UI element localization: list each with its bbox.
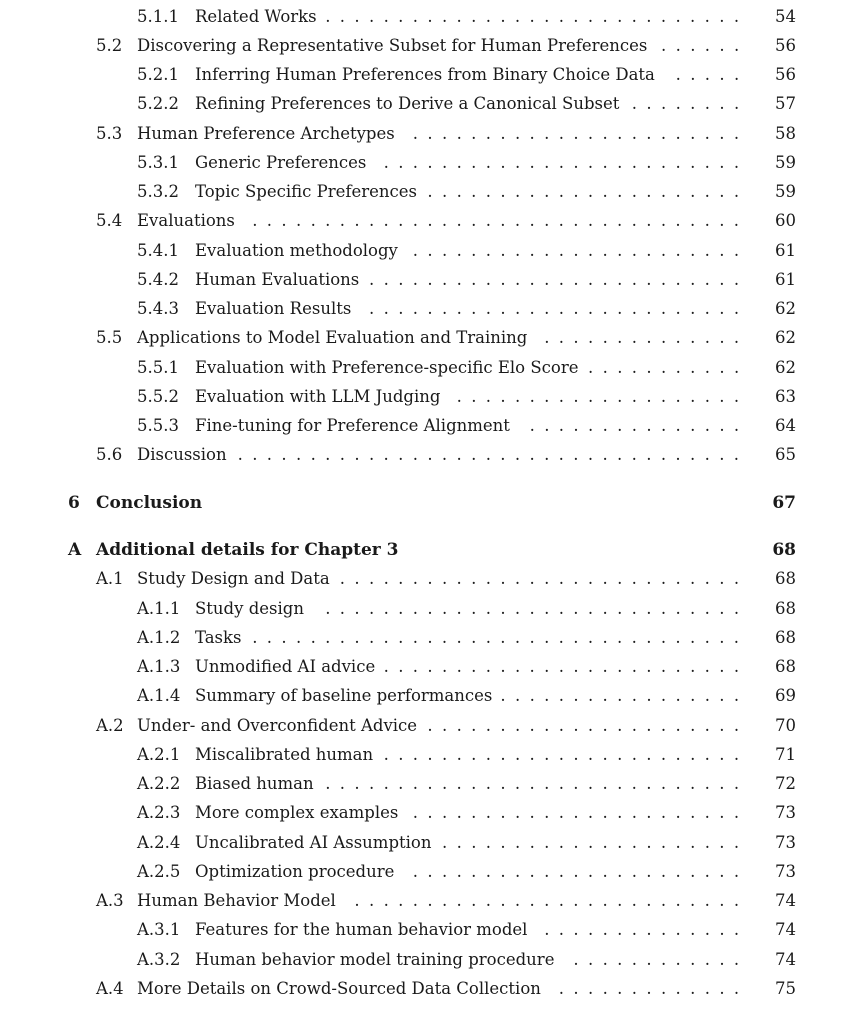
- toc-entry[interactable]: [0, 297, 796, 321]
- toc-entry-title: Discussion: [137, 445, 227, 464]
- toc-entry-page: 74: [775, 891, 796, 910]
- toc-entry-page: 63: [775, 387, 796, 406]
- toc-entry-number: 6: [68, 493, 80, 513]
- toc-entry[interactable]: [0, 977, 796, 1001]
- toc-entry[interactable]: [0, 63, 796, 87]
- toc-entry-number: 5.3.2: [137, 182, 179, 201]
- toc-entry[interactable]: [0, 326, 796, 350]
- toc-entry-title: Features for the human behavior model: [195, 920, 528, 939]
- toc-entry-number: 5.4.3: [137, 299, 179, 318]
- toc-entry-title: Study design: [195, 599, 304, 618]
- toc-entry-page: 62: [775, 358, 796, 377]
- toc-entry-page: 61: [775, 241, 796, 260]
- dot-leader: . . . . . . . . . . .: [588, 358, 740, 377]
- toc-entry[interactable]: [0, 684, 796, 708]
- toc-entry-title: Optimization procedure: [195, 862, 395, 881]
- toc-entry-number: 5.2.2: [137, 94, 179, 113]
- toc-entry[interactable]: [0, 209, 796, 233]
- toc-entry-title: Under- and Overconfident Advice: [137, 716, 418, 735]
- toc-entry-number: 5.5.1: [137, 358, 179, 377]
- dot-leader: . . . . . . . . . . . . .: [558, 979, 740, 998]
- toc-entry-number: 5.4.1: [137, 241, 179, 260]
- toc-entry-title: Conclusion: [96, 493, 203, 513]
- dot-leader: . . . . . . . . . . . . . . . . . . . . . . . . . . . . . . . . . . .: [237, 445, 740, 464]
- toc-entry[interactable]: [0, 831, 796, 855]
- dot-leader: . . . . . . . . . . . . . . . . . . . . . . . . . . . . .: [325, 7, 740, 26]
- toc-entry-page: 74: [775, 920, 796, 939]
- toc-entry-page: 54: [775, 7, 796, 26]
- dot-leader: . . . . . . . . . . . . . . . . . . . . .: [442, 833, 740, 852]
- toc-entry-number: A.1: [96, 569, 124, 588]
- toc-entry-number: A.1.4: [137, 686, 181, 705]
- dot-leader: . . . . . . . .: [631, 94, 740, 113]
- toc-entry[interactable]: [0, 151, 796, 175]
- toc-entry-page: 62: [775, 299, 796, 318]
- toc-entry-title: Refining Preferences to Derive a Canonical Subset: [195, 94, 620, 113]
- toc-entry-title: Unmodified AI advice: [195, 657, 376, 676]
- toc-entry[interactable]: [0, 655, 796, 679]
- toc-entry-number: A.4: [96, 979, 124, 998]
- toc-entry[interactable]: [0, 597, 796, 621]
- dot-leader: . . . . . . . . . . . . . .: [544, 920, 740, 939]
- dot-leader: . . . . . . . . . . . . . . . . . . . . . . . . .: [383, 657, 740, 676]
- toc-entry-number: 5.2.1: [137, 65, 179, 84]
- toc-entry-page: 74: [775, 950, 796, 969]
- toc-entry-title: Generic Preferences: [195, 153, 367, 172]
- toc-entry-number: A.3: [96, 891, 124, 910]
- toc-entry-page: 56: [775, 65, 796, 84]
- toc-entry-title: More Details on Crowd-Sourced Data Collection: [137, 979, 541, 998]
- toc-entry-number: A.3.2: [137, 950, 181, 969]
- toc-entry[interactable]: [0, 491, 796, 515]
- toc-entry[interactable]: [0, 239, 796, 263]
- toc-entry-title: Topic Specific Preferences: [195, 182, 418, 201]
- toc-entry-title: Uncalibrated AI Assumption: [195, 833, 432, 852]
- toc-entry[interactable]: [0, 948, 796, 972]
- toc-entry-page: 65: [775, 445, 796, 464]
- toc-entry-page: 73: [775, 803, 796, 822]
- toc-entry[interactable]: [0, 772, 796, 796]
- toc-entry-number: 5.3.1: [137, 153, 179, 172]
- toc-entry[interactable]: [0, 801, 796, 825]
- toc-entry-number: 5.3: [96, 124, 123, 143]
- toc-entry-page: 73: [775, 862, 796, 881]
- toc-entry-page: 60: [775, 211, 796, 230]
- toc-entry-number: A.3.1: [137, 920, 181, 939]
- toc-entry[interactable]: [0, 743, 796, 767]
- toc-entry-number: A.2: [96, 716, 124, 735]
- toc-entry-page: 62: [775, 328, 796, 347]
- toc-entry-title: Applications to Model Evaluation and Training: [137, 328, 528, 347]
- toc-entry[interactable]: [0, 5, 796, 29]
- toc-entry-title: Evaluation with LLM Judging: [195, 387, 441, 406]
- toc-entry[interactable]: [0, 567, 796, 591]
- toc-entry-page: 57: [775, 94, 796, 113]
- toc-entry-title: Human behavior model training procedure: [195, 950, 555, 969]
- toc-entry[interactable]: [0, 92, 796, 116]
- toc-entry-title: Tasks: [195, 628, 242, 647]
- dot-leader: . . . . . .: [661, 36, 740, 55]
- toc-entry[interactable]: [0, 268, 796, 292]
- dot-leader: . . . . . . . . . . . . . . . . . . . . . . . . . . .: [354, 891, 740, 910]
- toc-entry-number: 5.5.2: [137, 387, 179, 406]
- dot-leader: . . . . . . . . . . . . . . . . . . . . . . . . .: [383, 153, 740, 172]
- toc-entry-number: 5.2: [96, 36, 123, 55]
- toc-entry[interactable]: [0, 918, 796, 942]
- toc-entry-page: 67: [772, 493, 796, 513]
- toc-entry-number: A.2.5: [137, 862, 181, 881]
- toc-entry-page: 72: [775, 774, 796, 793]
- toc-entry-page: 73: [775, 833, 796, 852]
- toc-entry[interactable]: [0, 122, 796, 146]
- toc-entry-page: 59: [775, 182, 796, 201]
- toc-entry-page: 68: [772, 540, 796, 560]
- toc-entry-number: 5.1.1: [137, 7, 179, 26]
- dot-leader: . . . . . . . . . . . . . . . . . . . . . . . . . . . . .: [325, 774, 740, 793]
- toc-entry-page: 59: [775, 153, 796, 172]
- toc-entry[interactable]: [0, 180, 796, 204]
- dot-leader: . . . . . . . . . . . . . . . . . . . . . .: [427, 182, 740, 201]
- dot-leader: . . . . . . . . . . . . . . . . . . . . . . .: [412, 862, 740, 881]
- toc-entry-title: Discovering a Representative Subset for Human Preferences: [137, 36, 648, 55]
- toc-entry[interactable]: [0, 860, 796, 884]
- toc-entry-number: A.2.2: [137, 774, 181, 793]
- toc-entry-title: Human Behavior Model: [137, 891, 336, 910]
- toc-entry-title: Study Design and Data: [137, 569, 330, 588]
- toc-entry-title: Inferring Human Preferences from Binary Choice Data: [195, 65, 655, 84]
- toc-entry-number: A.1.2: [137, 628, 181, 647]
- toc-entry-number: A: [68, 540, 82, 560]
- toc-entry[interactable]: [0, 414, 796, 438]
- dot-leader: . . . . . . . . . . . . . . . . . . . . . . . . . . . . . . . . . .: [252, 211, 740, 230]
- toc-entry-title: Miscalibrated human: [195, 745, 374, 764]
- dot-leader: . . . . . . . . . . . . . . . . . . . . . . . . . .: [369, 299, 740, 318]
- toc-entry[interactable]: [0, 714, 796, 738]
- toc-entry-number: 5.5.3: [137, 416, 179, 435]
- toc-entry-title: Biased human: [195, 774, 314, 793]
- dot-leader: . . . . . . . . . . . . . . . . . . . . . . .: [412, 241, 740, 260]
- dot-leader: . . . . . . . . . . . . . . . . . . . . . . . . . .: [369, 270, 740, 289]
- toc-entry-number: A.1.1: [137, 599, 181, 618]
- toc-entry-page: 69: [775, 686, 796, 705]
- dot-leader: . . . . . . . . . . . . . .: [544, 328, 740, 347]
- toc-entry-title: More complex examples: [195, 803, 399, 822]
- dot-leader: . . . . . . . . . . . . . . . . . . . . . . . . . . . . .: [325, 599, 740, 618]
- dot-leader: . . . . . . . . . . . . . . . . .: [500, 686, 740, 705]
- toc-entry-page: 75: [775, 979, 796, 998]
- toc-entry-number: A.2.3: [137, 803, 181, 822]
- dot-leader: . . . . .: [675, 65, 740, 84]
- toc-entry-title: Evaluations: [137, 211, 235, 230]
- toc-entry-page: 68: [775, 628, 796, 647]
- dot-leader: . . . . . . . . . . . . . . . . . . . . . . . . .: [383, 745, 740, 764]
- toc-entry-number: A.2.4: [137, 833, 181, 852]
- toc-entry-title: Human Preference Archetypes: [137, 124, 395, 143]
- toc-entry-title: Evaluation Results: [195, 299, 352, 318]
- toc-entry-title: Evaluation methodology: [195, 241, 398, 260]
- toc-entry-page: 64: [775, 416, 796, 435]
- toc-entry[interactable]: [0, 538, 796, 562]
- toc-entry-title: Summary of baseline performances: [195, 686, 493, 705]
- toc-entry[interactable]: [0, 889, 796, 913]
- toc-entry-page: 58: [775, 124, 796, 143]
- toc-entry[interactable]: [0, 34, 796, 58]
- toc-entry-page: 68: [775, 569, 796, 588]
- toc-entry-page: 68: [775, 657, 796, 676]
- toc-entry-title: Related Works: [195, 7, 317, 26]
- dot-leader: . . . . . . . . . . . . . . . . . . . . . . . . . . . .: [339, 569, 740, 588]
- dot-leader: . . . . . . . . . . . . . . . . . . . . . .: [427, 716, 740, 735]
- toc-entry-title: Evaluation with Preference-specific Elo Score: [195, 358, 579, 377]
- toc-entry-page: 70: [775, 716, 796, 735]
- toc-entry-title: Additional details for Chapter 3: [96, 540, 399, 560]
- dot-leader: . . . . . . . . . . . . . . .: [529, 416, 740, 435]
- toc-entry-page: 71: [775, 745, 796, 764]
- toc-entry[interactable]: [0, 443, 796, 467]
- toc-entry-number: 5.5: [96, 328, 123, 347]
- toc-entry-number: A.1.3: [137, 657, 181, 676]
- toc-entry[interactable]: [0, 626, 796, 650]
- dot-leader: . . . . . . . . . . . .: [573, 950, 740, 969]
- toc-entry[interactable]: [0, 356, 796, 380]
- toc-entry-title: Fine-tuning for Preference Alignment: [195, 416, 510, 435]
- toc-entry-page: 68: [775, 599, 796, 618]
- dot-leader: . . . . . . . . . . . . . . . . . . . . . . .: [412, 803, 740, 822]
- dot-leader: . . . . . . . . . . . . . . . . . . . . . . .: [412, 124, 740, 143]
- toc-entry-number: 5.6: [96, 445, 123, 464]
- toc-entry-number: 5.4.2: [137, 270, 179, 289]
- dot-leader: . . . . . . . . . . . . . . . . . . . . . . . . . . . . . . . . . .: [252, 628, 740, 647]
- toc-entry-page: 56: [775, 36, 796, 55]
- toc-entry-number: A.2.1: [137, 745, 181, 764]
- toc-entry-number: 5.4: [96, 211, 123, 230]
- toc-entry-title: Human Evaluations: [195, 270, 360, 289]
- toc-entry[interactable]: [0, 385, 796, 409]
- dot-leader: . . . . . . . . . . . . . . . . . . . .: [456, 387, 740, 406]
- toc-entry-page: 61: [775, 270, 796, 289]
